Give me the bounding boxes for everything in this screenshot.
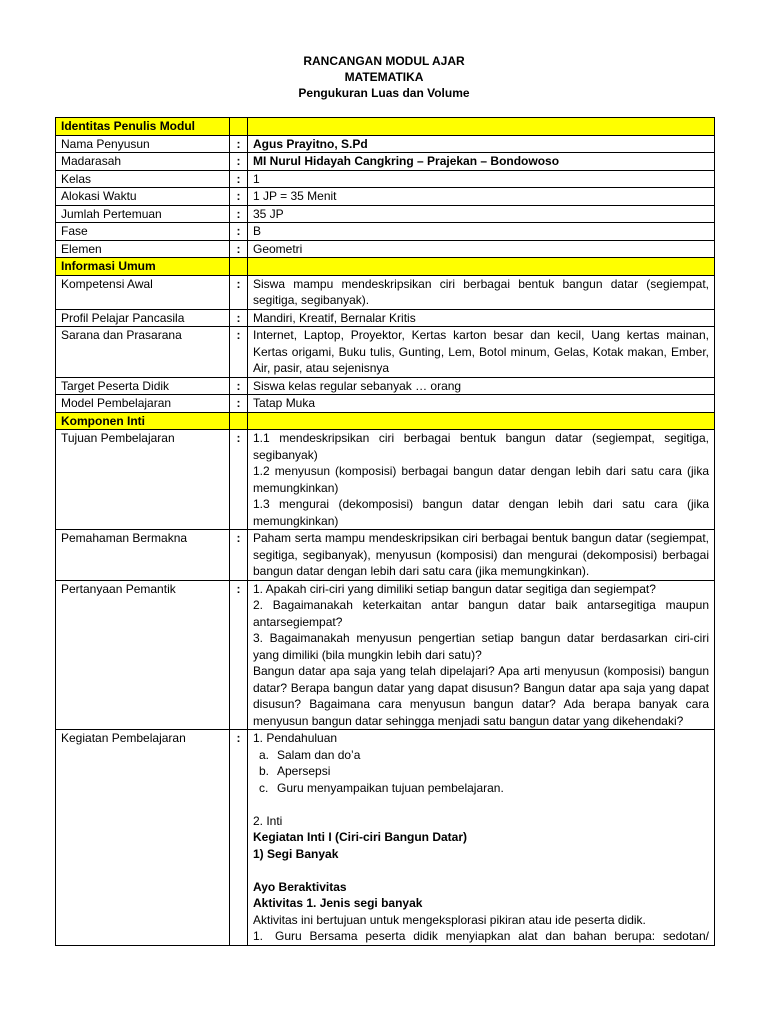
modul-table <box>55 117 715 946</box>
aktivitas-title: Aktivitas 1. Jenis segi banyak <box>253 896 423 910</box>
tujuan-item: 1.3 mengurai (dekomposisi) bangun datar dengan lebih dari satu cara (jika memungkinkan) <box>253 497 709 528</box>
list-text: Apersepsi <box>277 764 331 778</box>
row-separator: : <box>230 580 248 730</box>
row-label: Alokasi Waktu <box>56 188 230 206</box>
row-value: 1 JP = 35 Menit <box>248 188 715 206</box>
pertanyaan-item: 2. Bagaimanakah keterkaitan antar bangun datar baik antarsegitiga maupun antarsegiempat? <box>253 598 709 629</box>
section-identitas <box>56 118 715 136</box>
row-value: Mandiri, Kreatif, Bernalar Kritis <box>248 309 715 327</box>
list-text: Guru menyampaikan tujuan pembelajaran. <box>277 780 504 795</box>
list-number: 1. <box>253 929 264 943</box>
list-letter: b. <box>259 764 270 778</box>
row-value: 1 <box>248 170 715 188</box>
title-line-1: RANCANGAN MODUL AJAR <box>303 54 465 68</box>
row-tujuan-pembelajaran <box>56 430 715 530</box>
row-separator: : <box>230 430 248 530</box>
row-model-pembelajaran <box>56 395 715 413</box>
section-komponen-inti <box>56 412 715 430</box>
list-letter: a. <box>259 747 270 762</box>
row-value: Siswa kelas regular sebanyak … orang <box>248 377 715 395</box>
row-jumlah-pertemuan <box>56 205 715 223</box>
tujuan-item: 1.1 mendeskripsikan ciri berbagai bentuk bangun datar (segiempat, segitiga, segibanyak) <box>253 431 709 462</box>
kegiatan-inti-title: Kegiatan Inti I (Ciri-ciri Bangun Datar) <box>253 830 468 844</box>
row-madrasah <box>56 153 715 171</box>
row-separator: : <box>230 240 248 258</box>
row-separator: : <box>230 135 248 153</box>
row-label: Fase <box>56 223 230 241</box>
row-label: Kelas <box>56 170 230 188</box>
row-label: Tujuan Pembelajaran <box>56 430 230 530</box>
pertanyaan-item: 3. Bagaimanakah menyusun pengertian setiap bangun datar berdasarkan ciri-ciri yang dimiliki (bila mungkin lebih dari satu)? <box>253 631 709 662</box>
row-label: Sarana dan Prasarana <box>56 327 230 378</box>
row-value: Tatap Muka <box>248 395 715 413</box>
pertanyaan-item: 1. Apakah ciri-ciri yang dimiliki setiap bangun datar segitiga dan segiempat? <box>253 581 656 596</box>
row-label: Model Pembelajaran <box>56 395 230 413</box>
row-label: Pemahaman Bermakna <box>56 530 230 581</box>
row-profil-pelajar <box>56 309 715 327</box>
pertanyaan-item: Bangun datar apa saja yang telah dipelajari? Apa arti menyusun (komposisi) bangun datar? Berapa bangun datar yang dapat disusun? Bangun datar apa saja yang dapat disusun? Bagaimana cara menyusun bangun datar? Ada berapa banyak cara menyusun bangun datar sehingga menjadi satu bangun datar yang dikehendaki? <box>253 664 709 728</box>
row-value: B <box>248 223 715 241</box>
list-item <box>253 928 709 945</box>
section-title: Identitas Penulis Modul <box>56 118 230 136</box>
title-line-3: Pengukuran Luas dan Volume <box>298 86 470 100</box>
row-separator: : <box>230 170 248 188</box>
row-value: Siswa mampu mendeskripsikan ciri berbagai bentuk bangun datar (segiempat, segitiga, segibanyak). <box>248 275 715 309</box>
row-label: Pertanyaan Pemantik <box>56 580 230 730</box>
row-sarana-prasarana <box>56 327 715 378</box>
row-value: Agus Prayitno, S.Pd <box>248 135 715 153</box>
row-value: 35 JP <box>248 205 715 223</box>
row-value: Geometri <box>248 240 715 258</box>
row-value <box>248 580 715 730</box>
row-separator: : <box>230 309 248 327</box>
row-kompetensi-awal <box>56 275 715 309</box>
aktivitas-steps <box>253 928 709 945</box>
list-item <box>259 780 709 797</box>
row-separator: : <box>230 275 248 309</box>
row-target-peserta <box>56 377 715 395</box>
blank-line <box>253 796 709 813</box>
row-value: MI Nurul Hidayah Cangkring – Prajekan – Bondowoso <box>248 153 715 171</box>
row-alokasi-waktu <box>56 188 715 206</box>
row-nama-penyusun <box>56 135 715 153</box>
row-separator: : <box>230 223 248 241</box>
section-informasi-umum <box>56 258 715 276</box>
row-separator: : <box>230 730 248 946</box>
row-pertanyaan-pemantik <box>56 580 715 730</box>
row-label: Madarasah <box>56 153 230 171</box>
section-title: Informasi Umum <box>56 258 230 276</box>
list-text: Guru Bersama peserta didik menyiapkan alat dan bahan berupa: sedotan/ <box>275 929 709 943</box>
row-separator: : <box>230 205 248 223</box>
inti-heading: 2. Inti <box>253 813 283 828</box>
title-line-2: MATEMATIKA <box>344 70 424 84</box>
row-elemen <box>56 240 715 258</box>
list-text: Salam dan do’a <box>277 747 361 762</box>
row-fase <box>56 223 715 241</box>
row-kegiatan-pembelajaran <box>56 730 715 946</box>
list-letter: c. <box>259 780 269 795</box>
row-value <box>248 730 715 946</box>
row-separator: : <box>230 395 248 413</box>
row-separator: : <box>230 188 248 206</box>
row-separator: : <box>230 153 248 171</box>
list-item <box>259 763 709 780</box>
row-label: Target Peserta Didik <box>56 377 230 395</box>
aktivitas-description: Aktivitas ini bertujuan untuk mengeksplorasi pikiran atau ide peserta didik. <box>253 912 646 927</box>
row-label: Elemen <box>56 240 230 258</box>
row-separator: : <box>230 327 248 378</box>
pendahuluan-list <box>253 747 709 797</box>
row-label: Kompetensi Awal <box>56 275 230 309</box>
row-value <box>248 430 715 530</box>
row-value: Paham serta mampu mendeskripsikan ciri berbagai bentuk bangun datar (segiempat, segitiga, segibanyak), menyusun (komposisi) dan mengurai (dekomposisi) berbagai bangun datar dengan lebih dari satu cara (jika memungkinkan). <box>248 530 715 581</box>
row-label: Nama Penyusun <box>56 135 230 153</box>
section-title: Komponen Inti <box>56 412 230 430</box>
row-separator: : <box>230 377 248 395</box>
ayo-beraktivitas-title: Ayo Beraktivitas <box>253 879 347 894</box>
pendahuluan-heading: 1. Pendahuluan <box>253 731 338 745</box>
row-kelas <box>56 170 715 188</box>
row-label: Jumlah Pertemuan <box>56 205 230 223</box>
row-value: Internet, Laptop, Proyektor, Kertas karton besar dan kecil, Uang kertas mainan, Kertas origami, Buku tulis, Gunting, Lem, Botol minum, Gelas, Kotak makan, Ember, Air, pasir, atau sejenisnya <box>248 327 715 378</box>
list-item <box>259 747 709 764</box>
row-pemahaman-bermakna <box>56 530 715 581</box>
row-label: Kegiatan Pembelajaran <box>56 730 230 946</box>
segi-banyak-title: 1) Segi Banyak <box>253 846 339 861</box>
blank-line <box>253 862 709 879</box>
document-title <box>0 53 768 101</box>
row-label: Profil Pelajar Pancasila <box>56 309 230 327</box>
tujuan-item: 1.2 menyusun (komposisi) berbagai bangun datar dengan lebih dari satu cara (jika memungkinkan) <box>253 464 709 495</box>
row-separator: : <box>230 530 248 581</box>
